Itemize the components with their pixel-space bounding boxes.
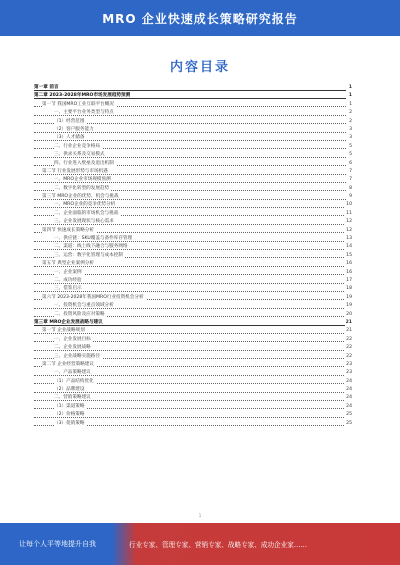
toc-entry-page: 5	[348, 143, 352, 151]
toc-entry[interactable]	[34, 227, 352, 235]
toc-entry-page: 3	[348, 134, 352, 142]
toc-entry[interactable]	[34, 294, 352, 302]
toc-entry-page: 13	[345, 235, 352, 243]
toc-entry-label: 二、企业面临的市场机会与挑战	[54, 210, 119, 216]
toc-entry[interactable]	[34, 143, 352, 151]
toc-entry-label: （2）品牌建设	[54, 387, 85, 393]
toc-entry-label: 第二节 企业经营策略建议	[42, 361, 94, 367]
footer-experts: 行业专家、管理专家、营销专家、战略专家、成功企业家……	[129, 541, 308, 549]
toc-entry-page: 7	[348, 176, 352, 184]
toc-entry[interactable]	[34, 193, 352, 201]
toc-entry-page: 8	[348, 185, 352, 193]
toc-entry-label: 三、企业发展现状与核心需求	[54, 219, 114, 225]
toc-entry-page: 6	[348, 160, 352, 168]
toc-entry[interactable]	[34, 369, 352, 377]
toc-entry[interactable]	[34, 277, 352, 285]
toc-leader-dots	[34, 98, 346, 99]
toc-entry-label: 二、成功经验	[54, 277, 82, 283]
toc-entry-page: 10	[345, 201, 352, 209]
toc-leader-dots	[34, 333, 346, 334]
toc-entry-page: 7	[348, 168, 352, 176]
toc-entry-page: 18	[345, 285, 352, 293]
toc-entry-page: 22	[345, 344, 352, 352]
footer-banner	[0, 523, 400, 565]
toc-entry-label: 第一章 前言	[34, 85, 59, 90]
table-of-contents	[34, 84, 352, 506]
toc-entry-label: 第一节 企业战略规划	[42, 328, 85, 334]
toc-entry-page: 21	[345, 319, 352, 327]
toc-entry[interactable]	[34, 394, 352, 402]
toc-entry-page: 19	[345, 302, 352, 310]
toc-entry[interactable]	[34, 243, 352, 251]
toc-entry[interactable]	[34, 101, 352, 109]
toc-entry-label: 三、企业战略实施路径	[54, 353, 100, 359]
toc-entry-page: 9	[348, 193, 352, 201]
toc-entry[interactable]	[34, 285, 352, 293]
toc-entry-label: 一、产品策略建议	[54, 370, 91, 376]
toc-entry[interactable]	[34, 353, 352, 361]
toc-entry-page: 1	[348, 84, 352, 92]
toc-leader-dots	[34, 90, 346, 91]
toc-entry-label: （1）产品结构优化	[54, 378, 94, 384]
toc-entry[interactable]	[34, 201, 352, 209]
toc-entry[interactable]	[34, 210, 352, 218]
toc-entry-page: 24	[345, 403, 352, 411]
toc-entry-page: 2	[348, 109, 352, 117]
toc-entry-label: 第三章 MRO企业发展战略与建议	[34, 319, 103, 325]
toc-entry-page: 24	[345, 378, 352, 386]
toc-entry-page: 22	[345, 353, 352, 361]
toc-entry-page: 23	[345, 369, 352, 377]
toc-entry-page: 25	[345, 411, 352, 419]
toc-entry-page: 24	[345, 394, 352, 402]
toc-entry-label: 二、营销策略建议	[54, 395, 91, 401]
toc-entry-label: 一、供应链：SKU覆盖与备件库存管理	[54, 236, 133, 242]
report-title: MRO 企业快速成长策略研究报告	[102, 11, 298, 26]
toc-entry[interactable]	[34, 126, 352, 134]
toc-entry-label: 二、投资风险及应对策略	[54, 311, 105, 317]
toc-entry[interactable]	[34, 378, 352, 386]
toc-leader-dots	[34, 400, 346, 401]
toc-entry-page: 14	[345, 243, 352, 251]
toc-entry-label: 二、企业发展战略	[54, 345, 91, 351]
toc-entry-page: 12	[345, 218, 352, 226]
toc-entry-page: 19	[345, 294, 352, 302]
toc-entry-page: 25	[345, 420, 352, 428]
toc-entry-label: 第六节 2023-2028年我国MRO行业投资机会分析	[42, 294, 144, 300]
toc-entry[interactable]	[34, 252, 352, 260]
toc-entry-page: 11	[345, 210, 352, 218]
toc-entry-page: 20	[345, 311, 352, 319]
toc-entry-page: 12	[345, 227, 352, 235]
toc-entry-page: 15	[345, 252, 352, 260]
toc-entry-label: （1）经营范围	[54, 118, 85, 124]
toc-leader-dots	[34, 375, 346, 376]
toc-entry-label: 一、企业案例	[54, 269, 82, 275]
toc-entry-label: 三、借鉴启示	[54, 286, 82, 292]
toc-entry-label: 第三节 MRO企业的优势、机会与挑战	[42, 194, 119, 200]
toc-entry[interactable]	[34, 327, 352, 335]
toc-entry-page: 1	[348, 92, 352, 100]
toc-entry[interactable]	[34, 235, 352, 243]
toc-entry-label: 三、供求关系及交易模式	[54, 152, 105, 158]
toc-entry-label: 一、主要平台业务类型与特点	[54, 110, 114, 116]
toc-entry[interactable]	[34, 403, 352, 411]
toc-entry[interactable]	[34, 336, 352, 344]
toc-entry-label: 二、数字化转型的发展趋势	[54, 185, 110, 191]
toc-entry[interactable]	[34, 92, 352, 100]
toc-entry-page: 21	[345, 327, 352, 335]
toc-entry-page: 3	[348, 126, 352, 134]
toc-leader-dots	[34, 249, 346, 250]
toc-leader-dots	[34, 207, 346, 208]
toc-entry-page: 24	[345, 386, 352, 394]
toc-entry-label: （3）人才储备	[54, 135, 85, 141]
toc-entry[interactable]	[34, 176, 352, 184]
toc-entry[interactable]	[34, 386, 352, 394]
toc-heading: 内容目录	[169, 60, 230, 75]
toc-entry[interactable]	[34, 109, 352, 117]
toc-entry[interactable]	[34, 118, 352, 126]
toc-entry-label: （2）价格策略	[54, 412, 85, 418]
footer-slogan: 让每个人平等地提升自我	[19, 540, 96, 548]
toc-entry-label: 一、企业发展目标	[54, 336, 91, 342]
toc-entry-page: 17	[345, 277, 352, 285]
toc-leader-dots	[34, 140, 346, 141]
toc-entry-label: 二、行业企业竞争格局	[54, 143, 100, 149]
toc-entry-page: 1	[348, 101, 352, 109]
toc-entry[interactable]	[34, 185, 352, 193]
toc-entry-page: 5	[348, 151, 352, 159]
toc-entry-label: 四、行业进入壁垒及退出机制	[54, 160, 114, 166]
toc-entry-page: 16	[345, 269, 352, 277]
toc-leader-dots	[34, 182, 346, 183]
toc-entry[interactable]	[34, 411, 352, 419]
toc-entry[interactable]	[34, 361, 352, 369]
toc-entry-label: 第二节 行业发展形势与市场机遇	[42, 168, 108, 174]
toc-entry[interactable]	[34, 168, 352, 176]
page-number: 1	[198, 513, 202, 518]
toc-entry-label: 一、MRO企业市场规模预测	[54, 177, 111, 183]
toc-entry-label: 二、渠道：线上线下融合与服务网络	[54, 244, 128, 250]
toc-entry-label: 第五节 典型企业案例分析	[42, 261, 94, 267]
toc-entry-label: 第四节 快速成长策略分析	[42, 227, 94, 233]
toc-entry-label: 三、运营：数字化管理与成本控制	[54, 252, 123, 258]
toc-entry-label: 一、投资机会与重点领域分析	[54, 303, 114, 309]
toc-entry[interactable]	[34, 269, 352, 277]
toc-entry-label: 第一节 我国MRO工业互联平台概况	[42, 101, 114, 107]
toc-entry-label: 一、MRO企业的竞争优势分析	[54, 202, 116, 208]
toc-entry[interactable]	[34, 151, 352, 159]
toc-entry[interactable]	[34, 260, 352, 268]
toc-entry-label: （3）促销策略	[54, 420, 85, 426]
toc-entry[interactable]	[34, 344, 352, 352]
toc-entry[interactable]	[34, 302, 352, 310]
toc-entry[interactable]	[34, 134, 352, 142]
toc-entry[interactable]	[34, 319, 352, 327]
toc-entry-page: 2	[348, 118, 352, 126]
report-header-bar	[0, 0, 400, 36]
toc-entry-page: 22	[345, 336, 352, 344]
toc-entry-label: 第二章 2023-2028年MRO市场发展趋势预测	[34, 93, 131, 99]
toc-entry[interactable]	[34, 218, 352, 226]
toc-entry[interactable]	[34, 160, 352, 168]
toc-entry-label: （1）渠道策略	[54, 403, 85, 409]
toc-entry[interactable]	[34, 420, 352, 428]
toc-entry[interactable]	[34, 84, 352, 92]
toc-entry-page: 23	[345, 361, 352, 369]
toc-entry-label: （2）客户服务能力	[54, 126, 94, 132]
toc-leader-dots	[34, 291, 346, 292]
toc-entry[interactable]	[34, 311, 352, 319]
toc-entry-page: 16	[345, 260, 352, 268]
